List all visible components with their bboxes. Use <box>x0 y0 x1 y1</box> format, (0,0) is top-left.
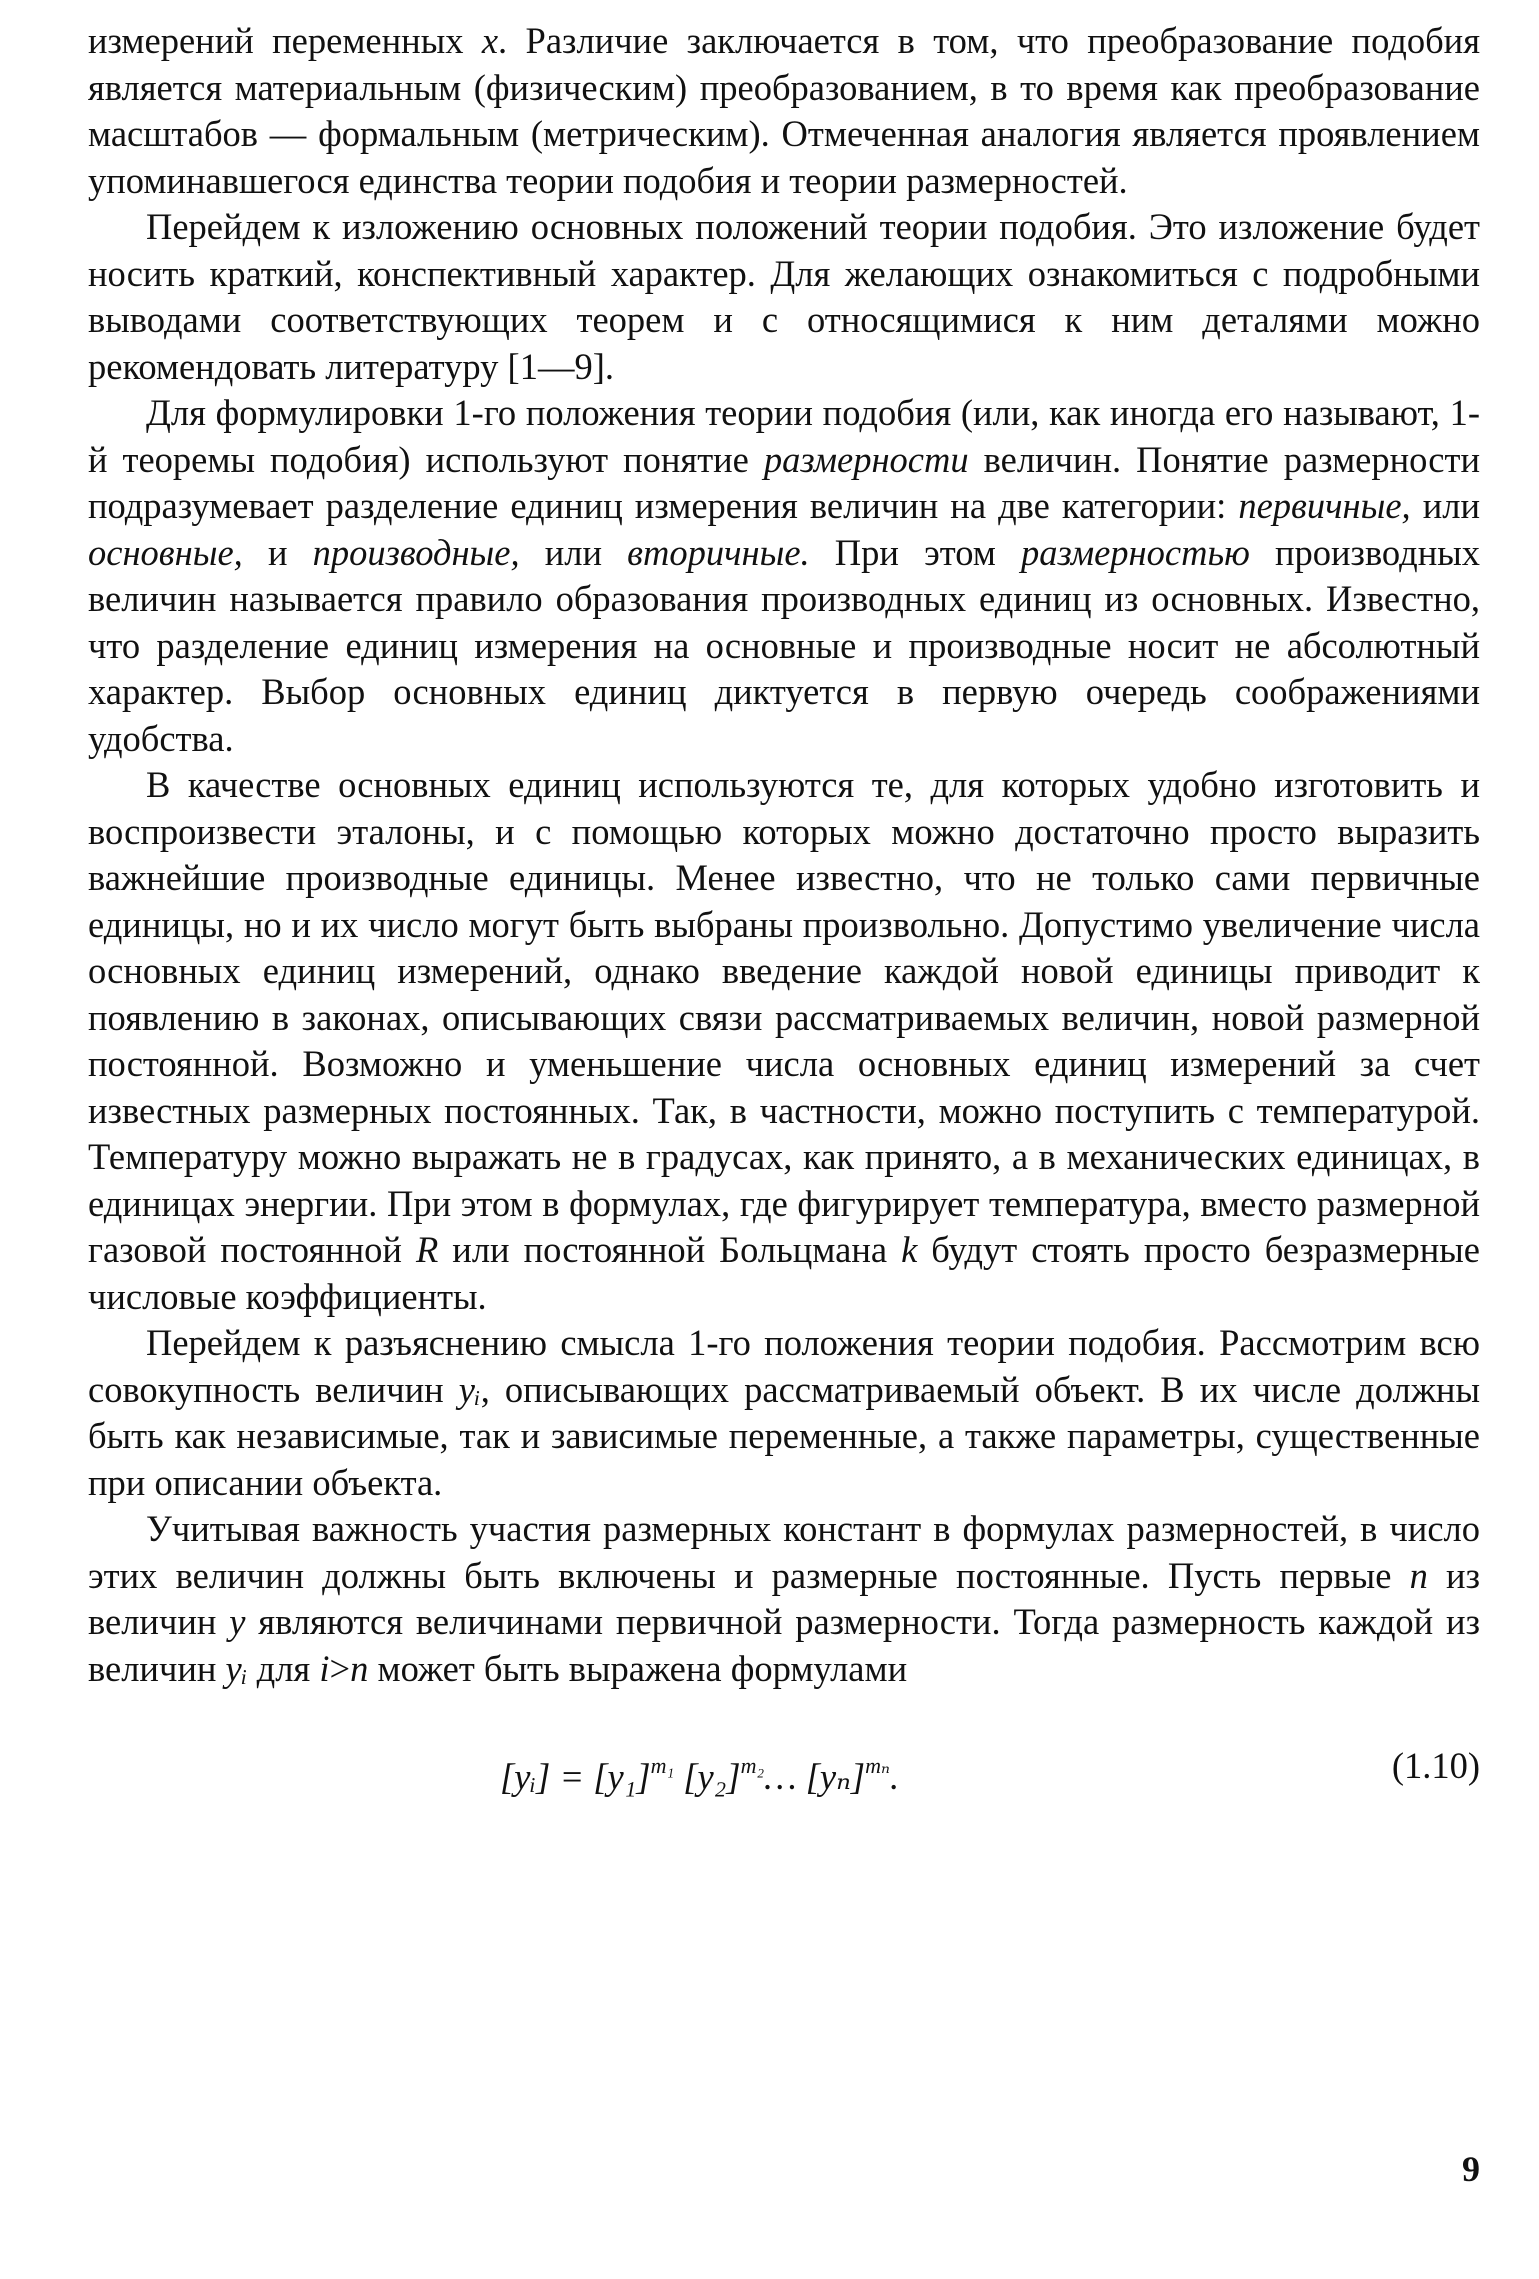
text-run: являются величинами первичной размерности. Тогда размерность каждой из величин <box>88 1601 1480 1689</box>
italic-term: k <box>901 1229 918 1270</box>
text-run: . Различие заключается в том, что преобразование подобия является материальным (физическим) преобразованием, в то время как преобразование масштабов — формальным (метрическим). Отмеченная аналогия является проявлением упоминавшегося единства теории подобия и теории размерностей. <box>88 20 1481 201</box>
text-run: из величин <box>88 1554 1480 1642</box>
italic-term: n <box>350 1647 369 1689</box>
text-run: Для формулировки 1-го положения теории подобия (или, как иногда его называют, 1-й теоремы подобия) используют понятие <box>88 392 1480 480</box>
formula-lhs: [yᵢ] <box>500 1756 551 1797</box>
paragraph-1 <box>88 18 1480 204</box>
italic-term: y <box>229 1601 246 1642</box>
italic-term: yᵢ <box>458 1368 481 1410</box>
text-run: измерений переменных <box>88 20 482 61</box>
formula-ellipsis: … <box>764 1756 806 1797</box>
formula-row <box>88 1736 1480 1796</box>
italic-term: yᵢ <box>225 1647 248 1689</box>
formula-term-2: [y₂] <box>674 1756 741 1797</box>
page-number: 9 <box>1462 2149 1480 2189</box>
paragraph-5 <box>88 1320 1480 1506</box>
italic-term: n <box>1409 1554 1428 1596</box>
text-run: Учитывая важность участия размерных констант в формулах размерностей, в число этих величин должны быть включены и размерные постоянные. Пусть первые <box>88 1508 1480 1596</box>
formula-term-1: [y₁] <box>593 1756 651 1797</box>
paragraph-3 <box>88 390 1480 762</box>
page-content <box>88 18 1481 2189</box>
formula-exp-1: m₁ <box>650 1753 675 1778</box>
text-run: Перейдем к разъяснению смысла 1-го положения теории подобия. Рассмотрим всю совокупность величин <box>88 1322 1480 1410</box>
text-run: или <box>1410 485 1480 526</box>
italic-term: R <box>415 1229 439 1270</box>
italic-term: основные, <box>88 531 243 573</box>
italic-term: вторичные. <box>627 531 810 573</box>
italic-term: x <box>481 20 499 61</box>
formula-equals: = <box>550 1756 594 1797</box>
text-run: , описывающих рассматриваемый объект. В их числе должны быть как независимые, так и зависимые переменные, а также параметры, существенные при описании объекта. <box>88 1368 1480 1503</box>
text-run: или постоянной Больцмана <box>438 1229 902 1270</box>
paragraph-2 <box>88 204 1480 390</box>
paragraph-6 <box>88 1506 1480 1692</box>
equation-number: (1.10) <box>1391 1745 1480 1786</box>
text-run: При этом <box>809 531 1021 573</box>
text-run: величин. Понятие размерности подразумевает разделение единиц измерения величин на две категории: <box>88 438 1480 526</box>
paragraph-4 <box>88 762 1480 1320</box>
text-run: производных величин называется правило образования производных единиц из основных. Известно, что разделение единиц измерения на основные и производные носит не абсолютный характер. Выбор основных единиц диктуется в первую очередь соображениями удобства. <box>88 531 1480 759</box>
formula-exp-2: m₂ <box>740 1753 765 1778</box>
italic-term: размерностью <box>1020 531 1250 573</box>
formula-end: . <box>889 1756 900 1797</box>
text-run: может быть выражена формулами <box>368 1647 908 1689</box>
text-run: и <box>242 531 313 573</box>
text-run: В качестве основных единиц используются те, для которых удобно изготовить и воспроизвести эталоны, и с помощью которых можно достаточно просто выразить важнейшие производные единицы. Менее известно, что не только сами первичные единицы, но и их число могут быть выбраны произвольно. Допустимо увеличение числа основных единиц измерений, однако введение каждой новой единицы приводит к появлению в законах, описывающих связи рассматриваемых величин, новой размерной постоянной. Возможно и уменьшение числа основных единиц измерений за счет известных размерных постоянных. Так, в частности, можно поступить с температурой. Температуру можно выражать не в градусах, как принято, а в механических единицах, в единицах энергии. При этом в формулах, где фигурирует температура, вместо размерной газовой постоянной <box>88 764 1480 1270</box>
formula-exp-n: mₙ <box>865 1753 890 1778</box>
italic-term: i <box>319 1647 330 1689</box>
italic-term: размерности <box>763 438 969 480</box>
text-run: > <box>329 1647 351 1689</box>
formula-term-n: [yₙ] <box>805 1756 866 1797</box>
italic-term: первичные, <box>1238 485 1411 526</box>
text-run: или <box>519 531 628 573</box>
text-run: Перейдем к изложению основных положений теории подобия. Это изложение будет носить краткий, конспективный характер. Для желающих ознакомиться с подробными выводами соответствующих теорем и с относящимися к ним деталями можно рекомендовать литературу [1—9]. <box>88 206 1480 387</box>
text-run: будут стоять просто безразмерные числовые коэффициенты. <box>88 1229 1481 1317</box>
text-run: для <box>247 1647 320 1689</box>
italic-term: производные, <box>312 531 520 573</box>
formula-1-10 <box>500 1736 899 1807</box>
